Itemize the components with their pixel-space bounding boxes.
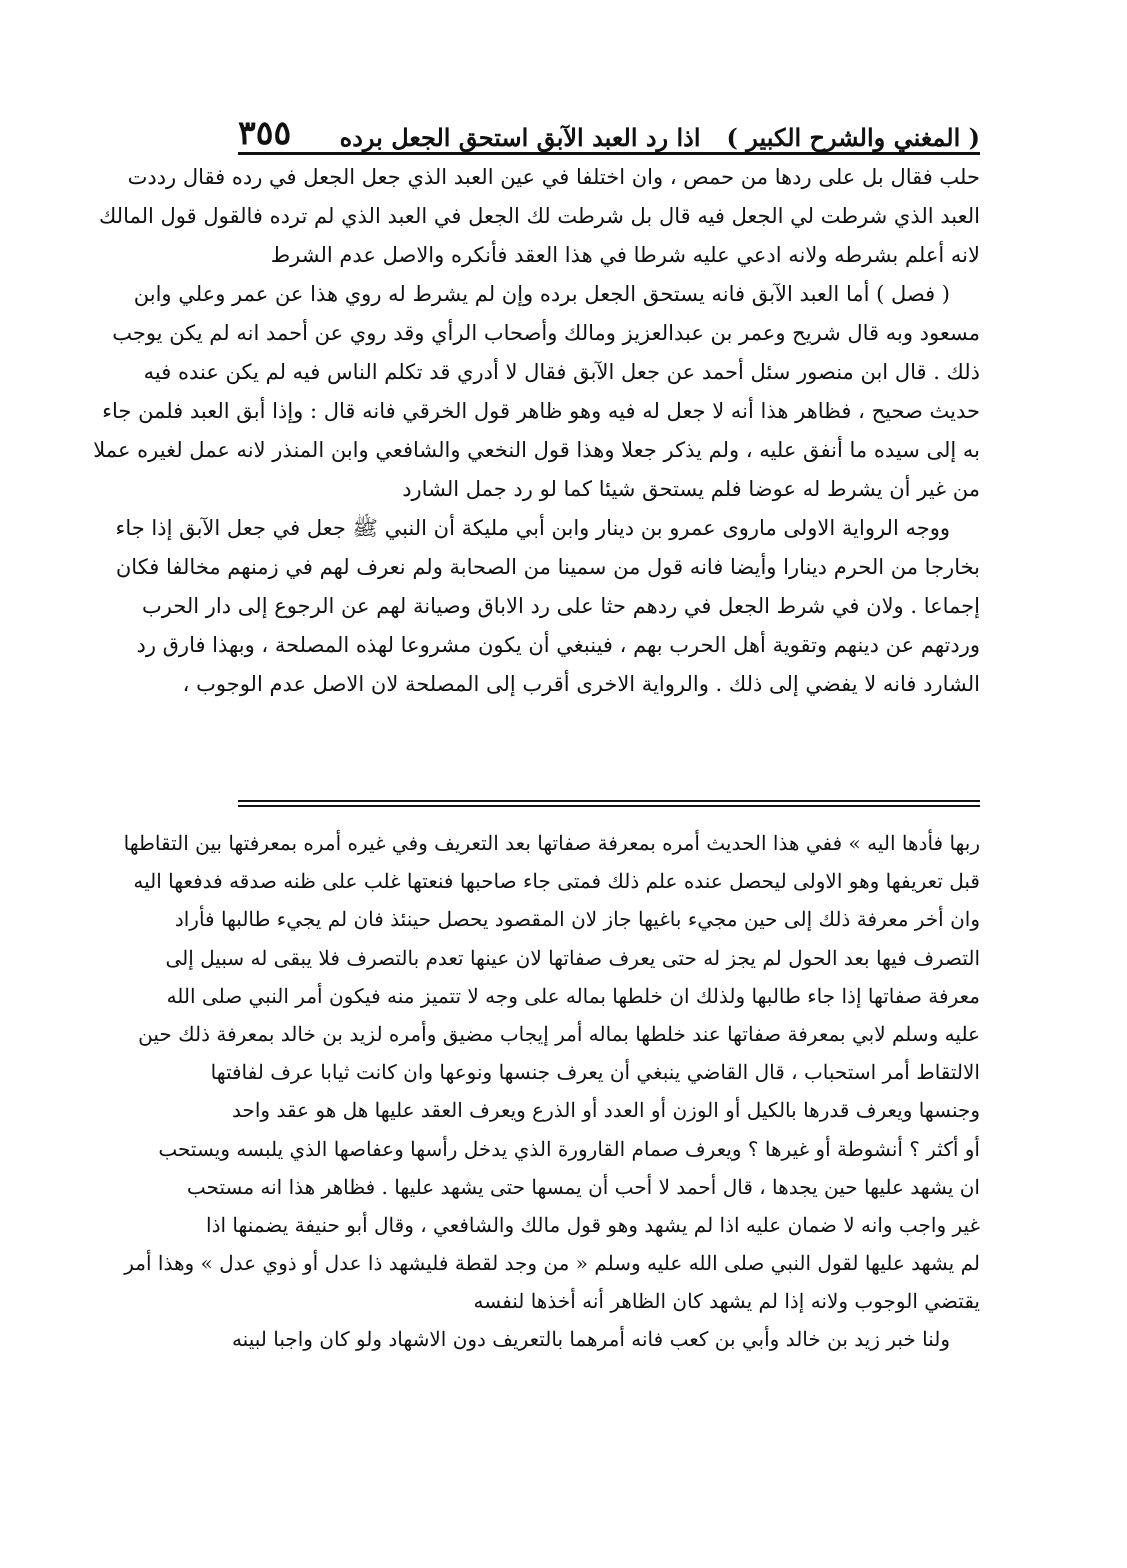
main-line: الشارد فانه لا يفضي إلى ذلك . والرواية الاخرى أقرب إلى المصلحة لان الاصل عدم الوجوب ، <box>182 672 980 696</box>
main-line: حلب فقال بل على ردها من حمص ، وان اختلفا في عين العبد الذي جعل الجعل في رده فقال رددت <box>127 165 980 189</box>
commentary-line: وجنسها ويعرف قدرها بالكيل أو الوزن أو العدد أو الذرع ويعرف العقد عليها هل هو عقد واحد <box>232 1098 980 1123</box>
header-rule <box>238 152 980 155</box>
main-line: إجماعا . ولان في شرط الجعل في ردهم حثا على رد الاباق وصيانة لهم عن الرجوع إلى دار الحرب <box>141 594 980 618</box>
commentary-line: غير واجب وانه لا ضمان عليه اذا لم يشهد وهو قول مالك والشافعي ، وقال أبو حنيفة يضمنها اذا <box>206 1212 980 1237</box>
page-number: ٣٥٥ <box>238 113 292 152</box>
commentary-line: التصرف فيها بعد الحول لم يجز له حتى يعرف صفاتها لان عينها تعدم بالتصرف فلا يبقى له سبيل إلى <box>165 945 980 970</box>
main-line: مسعود وبه قال شريح وعمر بن عبدالعزيز ومالك وأصحاب الرأي وقد روي عن أحمد انه لم يكن يوجب <box>112 321 980 345</box>
commentary-line: أو أكثر ؟ أنشوطة أو غيرها ؟ ويعرف صمام القارورة الذي يدخل رأسها وعفاصها الذي يلبسه ويستحب <box>158 1136 980 1161</box>
main-line: لانه أعلم بشرطه ولانه ادعي عليه شرطا في هذا العقد فأنكره والاصل عدم الشرط <box>270 243 980 267</box>
book-page <box>93 112 980 1522</box>
main-line: وردتهم عن دينهم وتقوية أهل الحرب بهم ، فينبغي أن يكون مشروعا لهذه المصلحة ، وبهذا فارق رد <box>136 633 980 657</box>
commentary-text <box>123 824 980 1359</box>
commentary-line: قبل تعريفها وهو الاولى ليحصل عنده علم ذلك فمتى جاء صاحبها فنعتها غلب على ظنه صدقه فدفعها اليه <box>133 869 980 894</box>
main-line: بخارجا من الحرم دينارا وأيضا فانه قول من سمينا من الصحابة ولم نعرف لهم في زمنهم مخالفا فكان <box>115 555 980 579</box>
divider-rule <box>238 805 980 807</box>
commentary-line: ولنا خبر زيد بن خالد وأبي بن كعب فانه أمرهما بالتعريف دون الاشهاد ولو كان واجبا لبينه <box>231 1327 950 1352</box>
commentary-line: وان أخر معرفة ذلك إلى حين مجيء باغيها جاز لان المقصود يحصل حينئذ فان لم يجيء طالبها فأراد <box>174 907 980 932</box>
commentary-line: معرفة صفاتها إذا جاء طالبها ولذلك ان خلطها بماله على وجه لا تتميز منه فيكون أمر النبي صلى الله <box>166 983 980 1008</box>
commentary-line: الالتقاط أمر استحباب ، قال القاضي ينبغي أن يعرف جنسها ونوعها وان كانت ثيابا عرف لفافتها <box>210 1060 980 1085</box>
main-line: العبد الذي شرطت لي الجعل فيه قال بل شرطت لك الجعل في العبد الذي لم ترده فالقول قول المالك <box>98 204 980 228</box>
page-header <box>238 112 980 152</box>
commentary-line: ربها فأدها اليه » ففي هذا الحديث أمره بمعرفة صفاتها بعد التعريف وفي غيره أمره بمعرفتها بين التقاطها <box>123 831 980 855</box>
main-line: من غير أن يشرط له عوضا فلم يستحق شيئا كما لو رد جمل الشارد <box>402 477 980 501</box>
section-title: اذا رد العبد الآبق استحق الجعل برده <box>339 123 701 152</box>
book-title: ( المغني والشرح الكبير ) <box>726 123 980 152</box>
commentary-line: ان يشهد عليها حين يجدها ، قال أحمد لا أحب أن يمسها حتى يشهد عليها . فظاهر هذا انه مستحب <box>186 1174 980 1199</box>
main-line: به إلى سيده ما أنفق عليه ، ولم يذكر جعلا وهذا قول النخعي والشافعي وابن المنذر لانه عمل لغيره عملا <box>93 438 980 462</box>
main-line: ذلك . قال ابن منصور سئل أحمد عن جعل الآبق فقال لا أدري قد تكلم الناس فيه لم يكن عنده فيه <box>143 360 980 384</box>
main-line: ( فصل ) أما العبد الآبق فانه يستحق الجعل برده وإن لم يشرط له روي هذا عن عمر وعلي وابن <box>133 282 950 306</box>
main-line: ووجه الرواية الاولى ماروى عمرو بن دينار وابن أبي مليكة أن النبي ﷺ جعل في جعل الآبق إذا جاء <box>115 516 950 540</box>
commentary-line: عليه وسلم لابي بمعرفة صفاتها عند خلطها بماله أمر إيجاب مضيق وأمره لزيد بن خالد بمعرفة ذلك حين <box>138 1021 980 1046</box>
running-title <box>340 123 980 152</box>
footnote-divider <box>238 800 980 808</box>
commentary-line: لم يشهد عليها لقول النبي صلى الله عليه وسلم « من وجد لقطة فليشهد ذا عدل أو ذوي عدل » وهذا أمر <box>124 1251 980 1276</box>
divider-rule <box>238 800 980 802</box>
commentary-line: يقتضي الوجوب ولانه إذا لم يشهد كان الظاهر أنه أخذها لنفسه <box>473 1289 980 1314</box>
main-line: حديث صحيح ، فظاهر هذا أنه لا جعل له فيه وهو ظاهر قول الخرقي فانه قال : وإذا أبق العبد فلمن جاء <box>102 399 980 423</box>
main-text <box>93 158 980 704</box>
